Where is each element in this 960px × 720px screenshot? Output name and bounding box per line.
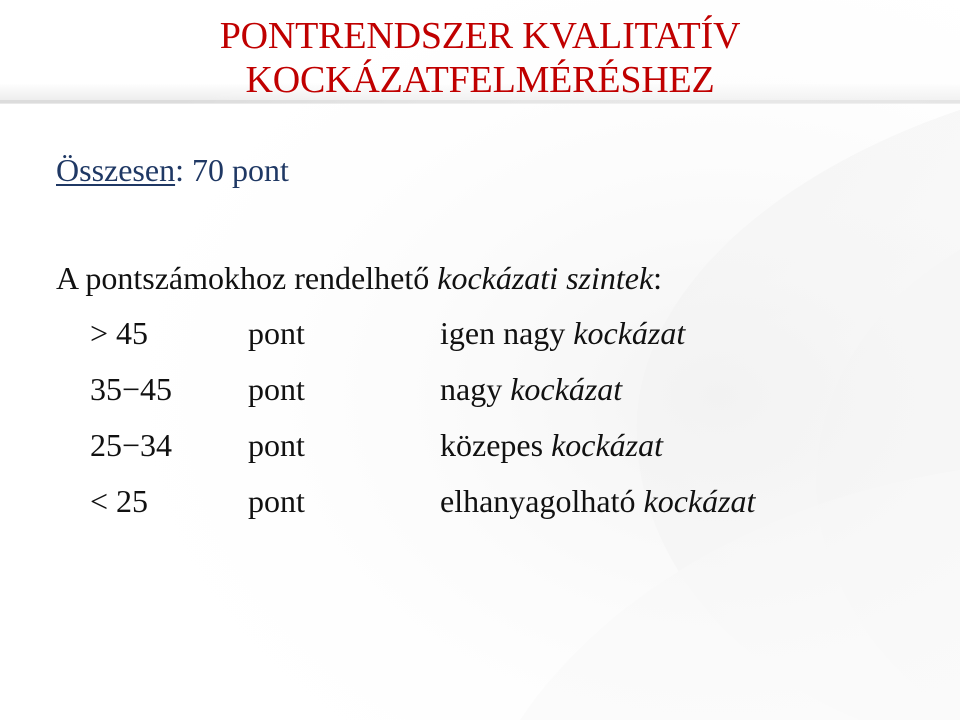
title-line-1: PONTRENDSZER KVALITATÍV <box>219 15 741 57</box>
risk-qualifier: nagy <box>440 371 511 407</box>
risk-level-row <box>90 369 755 425</box>
risk-qualifier: elhanyagolható <box>440 483 644 519</box>
score-unit: pont <box>248 427 305 463</box>
total-label: Összesen <box>56 152 176 188</box>
risk-term: kockázat <box>510 371 623 407</box>
risk-level-row <box>90 481 755 537</box>
risk-level-row <box>90 425 755 481</box>
total-score <box>56 150 289 190</box>
risk-levels-intro <box>56 258 662 298</box>
risk-level-row <box>90 313 755 369</box>
score-unit: pont <box>248 315 305 351</box>
score-range: < 25 <box>90 483 149 519</box>
risk-qualifier: közepes <box>440 427 552 463</box>
total-separator: : <box>175 152 184 188</box>
risk-description <box>440 425 663 465</box>
total-value: 70 pont <box>183 152 289 188</box>
risk-description <box>440 313 685 353</box>
risk-term: kockázat <box>643 483 756 519</box>
title-line-2: KOCKÁZATFELMÉRÉSHEZ <box>245 59 715 101</box>
risk-term: kockázat <box>573 315 686 351</box>
risk-term: kockázat <box>551 427 664 463</box>
risk-qualifier: igen nagy <box>440 315 574 351</box>
slide-title <box>0 14 960 102</box>
score-unit: pont <box>248 371 305 407</box>
score-range: > 45 <box>90 315 149 351</box>
intro-emphasis: kockázati szintek <box>437 260 654 296</box>
intro-suffix: : <box>653 260 663 296</box>
risk-description <box>440 481 755 521</box>
score-range: 25−34 <box>90 427 173 463</box>
intro-text: A pontszámokhoz rendelhető <box>56 260 438 296</box>
score-unit: pont <box>248 483 305 519</box>
risk-levels-list <box>90 313 755 537</box>
risk-description <box>440 369 622 409</box>
score-range: 35−45 <box>90 371 173 407</box>
